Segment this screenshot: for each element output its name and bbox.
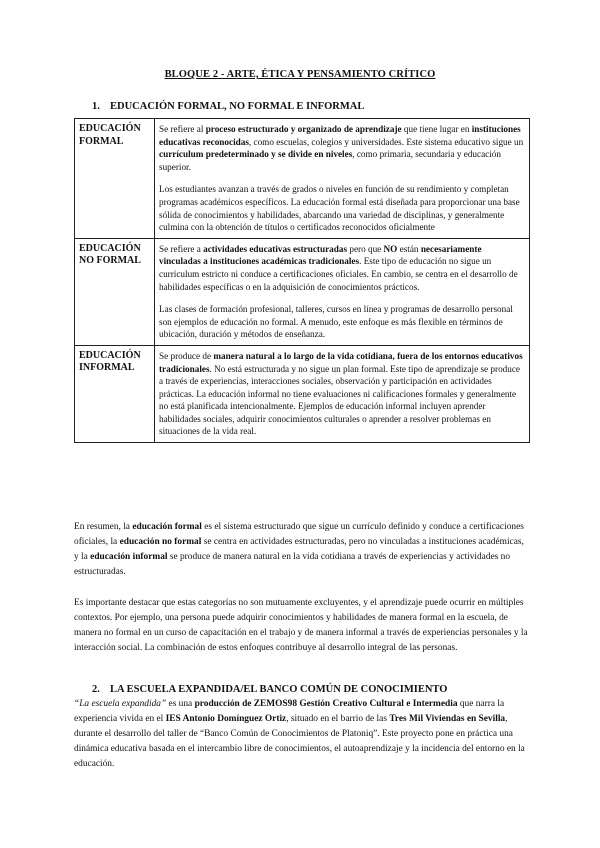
note-paragraph: Es importante destacar que estas categorías no son mutuamente excluyentes, y el aprendizaje puede ocurrir en múltiples contextos. Por ejemplo, una persona puede adquirir conocimientos y habilidades de manera formal en la escuela, de manera no formal en un curso de capacitación en el trabajo y de manera informal a través de experiencias personales y la interacción social. La combinación de estos enfoques contribuye al desarrollo integral de las personas.: [74, 598, 528, 653]
definition-noformal-p2: Las clases de formación profesional, talleres, cursos en línea y programas de desarrollo personal son ejemplos de educación no formal. A menudo, este enfoque es más flexible en términos de ubicación, duración y métodos de enseñanza.: [159, 304, 513, 340]
definition-informal-p1: Se produce de manera natural a lo largo de la vida cotidiana, fuera de los entornos educativos tradicionales. No está estructurada y no sigue un plan formal. Este tipo de aprendizaje se produce a través de experiencias, interacciones sociales, observación y participación en actividades prácticas. La educación informal no tiene evaluaciones ni calificaciones formales y generalmente no está planificada intencionalmente. Ejemplos de educación informal incluyen aprender habilidades sociales, adquirir conocimientos culturales o aprender a resolver problemas en situaciones de la vida real.: [159, 350, 523, 437]
term-informal: EDUCACIÓN INFORMAL: [75, 345, 155, 442]
section-2-heading: [92, 684, 447, 695]
table-row-formal: [75, 119, 530, 239]
definition-informal: [155, 345, 530, 442]
definition-formal-p1: Se refiere al proceso estructurado y organizado de aprendizaje que tiene lugar en instituciones educativas reconocidas, como escuelas, colegios y universidades. Este sistema educativo sigue un currículum predeterminado y se divide en niveles, como primaria, secundaria y educación superior.: [159, 124, 524, 172]
summary-paragraph: En resumen, la educación formal es el sistema estructurado que sigue un currículo definido y conduce a certificaciones oficiales, la educación no formal se centra en actividades estructuradas, pero no vinculadas a instituciones académicas, y la educación informal se produce de manera natural en la vida cotidiana a través de experiencias y actividades no estructuradas.: [74, 522, 524, 577]
section-2-paragraph: “La escuela expandida” es una producción de ZEMOS98 Gestión Creativo Cultural e Intermedia que narra la experiencia vivida en el IES Antonio Domínguez Ortiz, situado en el barrio de las Tres Mil Viviendas en Sevilla, durante el desarrollo del taller de “Banco Común de Conocimientos de Platoniq”. Este proyecto pone en práctica una dinámica educativa basada en el intercambio libre de conocimientos, el autoaprendizaje y la incidencia del entorno en la educación.: [74, 699, 525, 769]
section-2-number: 2.: [92, 684, 100, 695]
table-row-noformal: [75, 238, 530, 345]
definition-formal: [155, 119, 530, 239]
term-noformal: EDUCACIÓN NO FORMAL: [75, 238, 155, 345]
term-formal: EDUCACIÓN FORMAL: [75, 119, 155, 239]
definition-noformal-p1: Se refiere a actividades educativas estructuradas pero que NO están necesariamente vinculadas a instituciones académicas tradicionales. Este tipo de educación no sigue un currículum estricto ni conduce a certificaciones oficiales. En cambio, se centra en el desarrollo de habilidades específicas o en la adquisición de conocimientos prácticos.: [159, 243, 518, 292]
section-2-title: LA ESCUELA EXPANDIDA/EL BANCO COMÚN DE CONOCIMIENTO: [110, 684, 448, 695]
section-1-title: EDUCACIÓN FORMAL, NO FORMAL E INFORMAL: [110, 101, 365, 112]
document-title: BLOQUE 2 - ARTE, ÉTICA Y PENSAMIENTO CRÍTICO: [164, 69, 436, 80]
definition-noformal: [155, 238, 530, 345]
table-row-informal: [75, 345, 530, 442]
education-types-table: [74, 118, 530, 443]
section-1-heading: [92, 101, 364, 112]
definition-formal-p2: Los estudiantes avanzan a través de grados o niveles en función de su rendimiento y completan programas académicos específicos. La educación formal está diseñada para proporcionar una base sólida de conocimientos y habilidades, abarcando una variedad de disciplinas, y generalmente culmina con la obtención de títulos o certificados reconocidos oficialmente: [159, 184, 520, 233]
section-1-number: 1.: [92, 101, 100, 112]
